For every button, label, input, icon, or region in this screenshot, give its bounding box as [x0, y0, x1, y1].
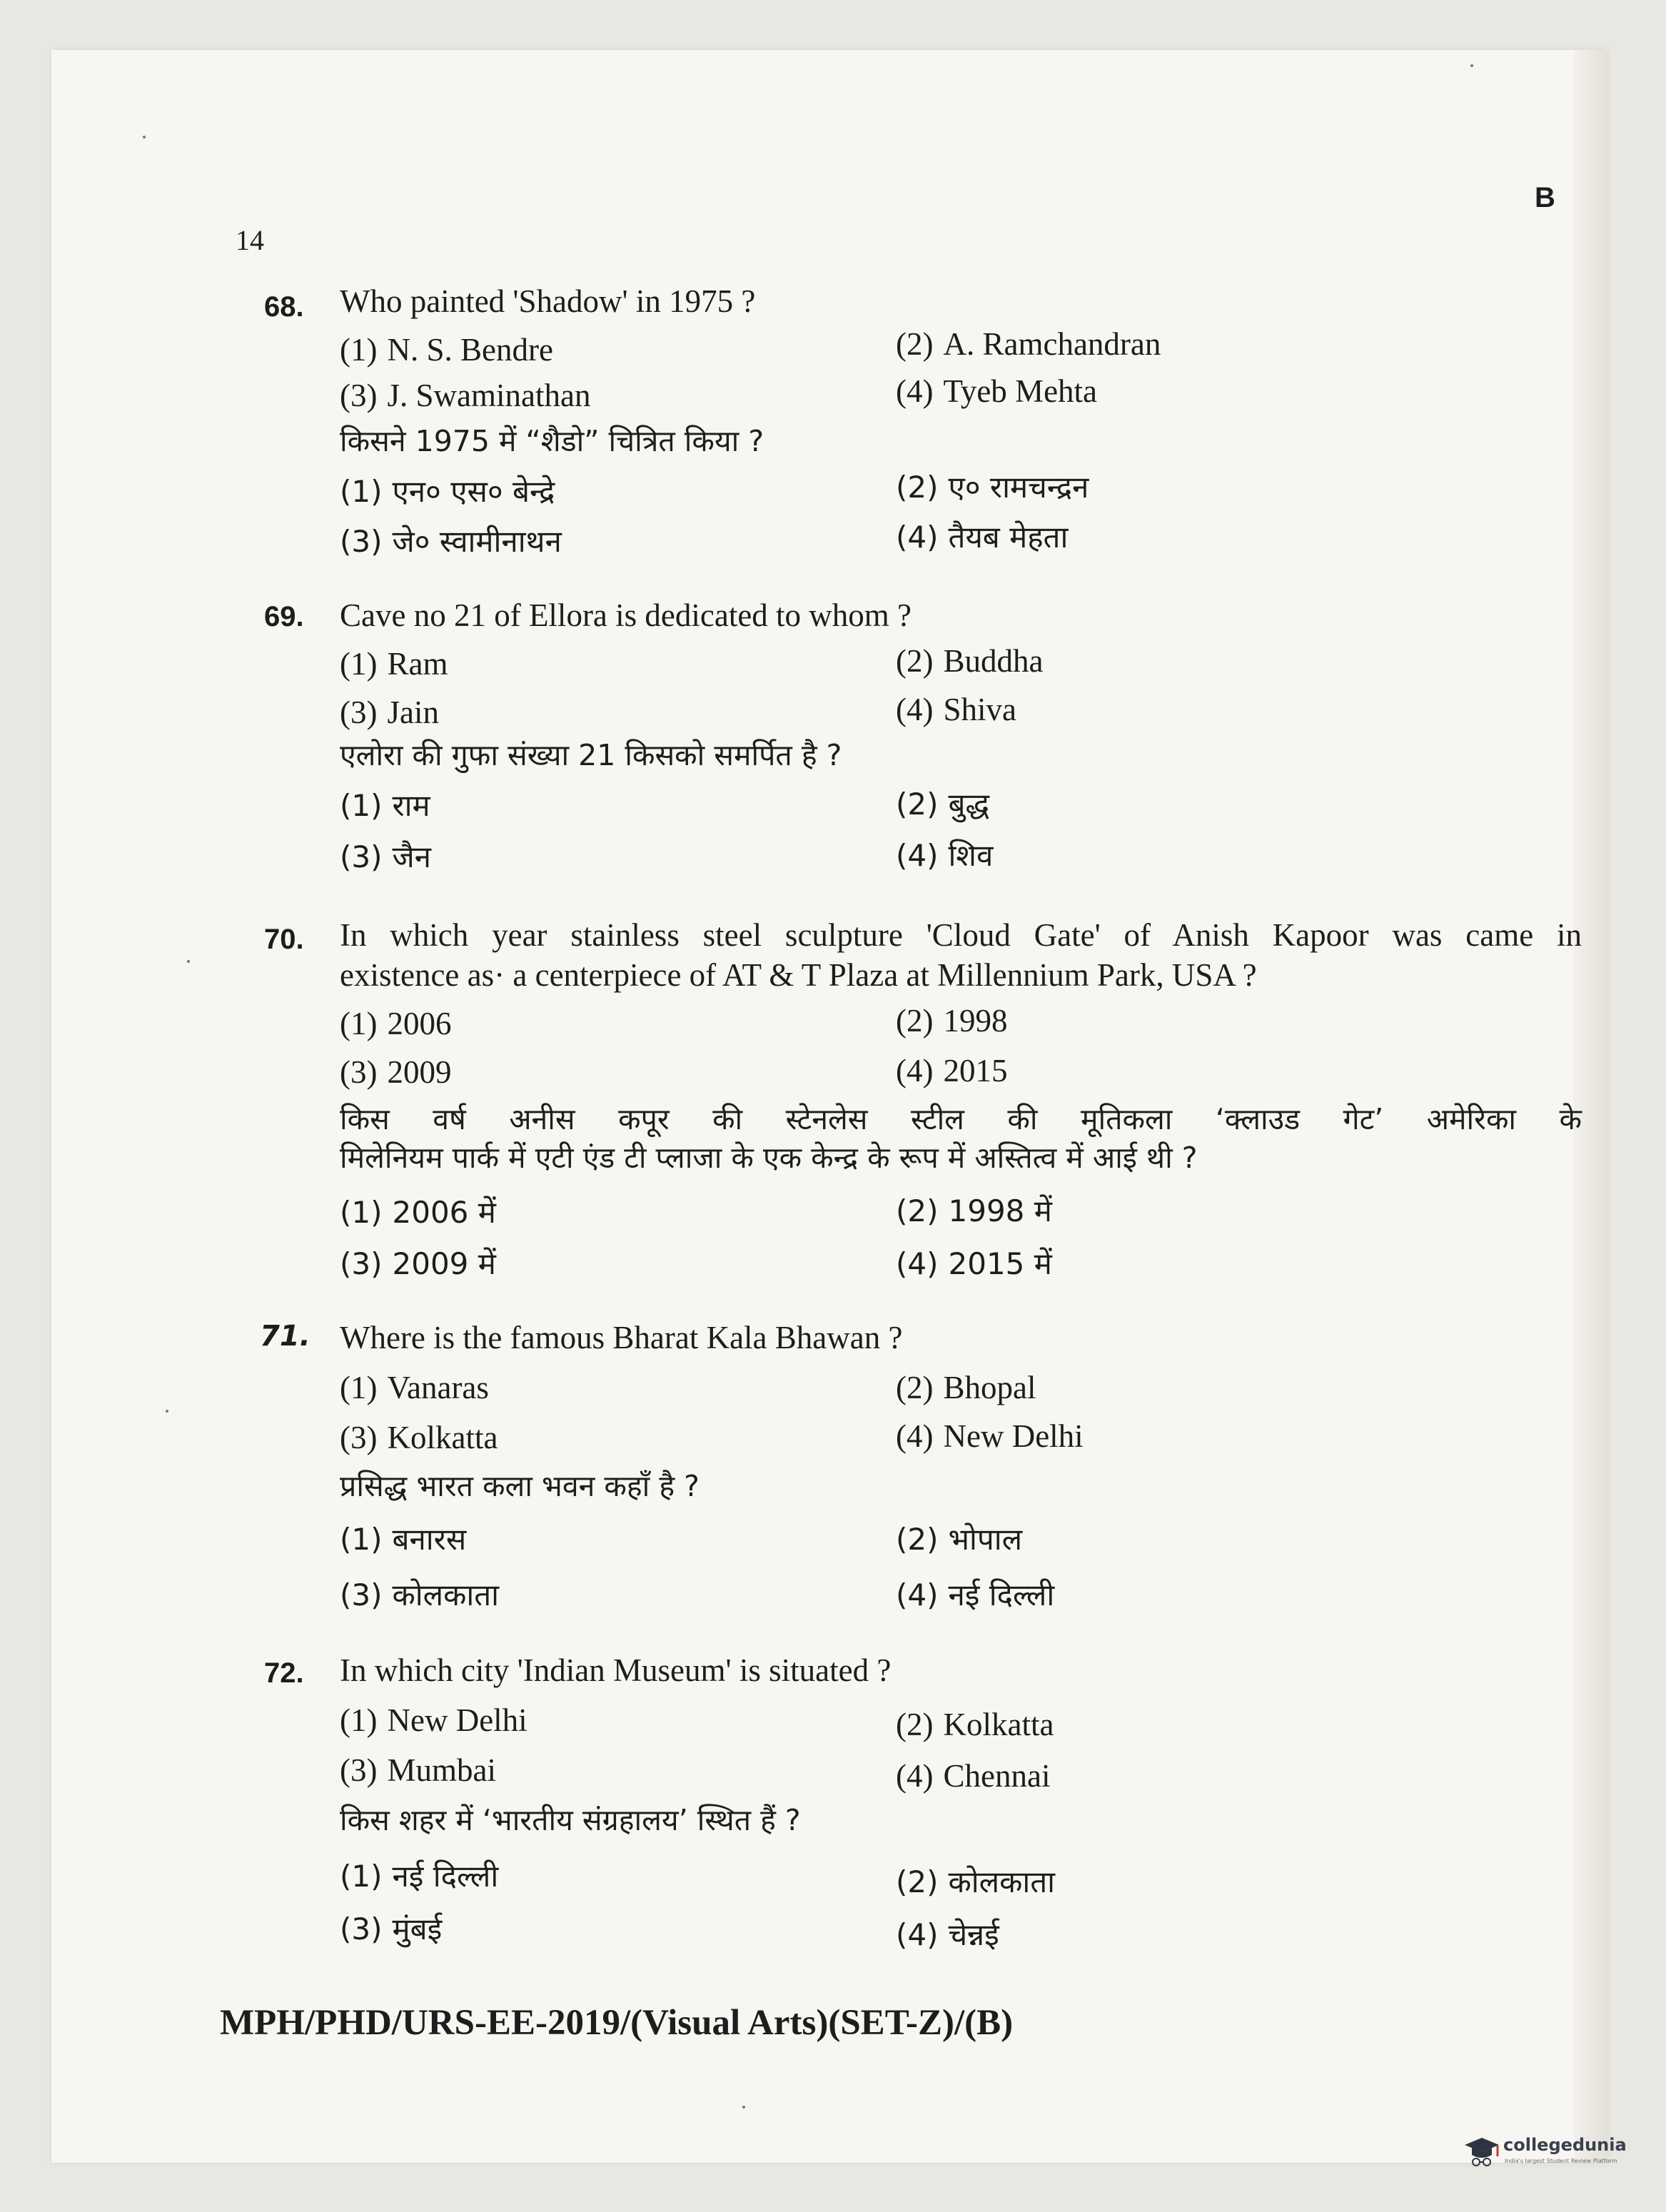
- option-number: (1): [340, 1195, 383, 1230]
- option-text: Buddha: [943, 643, 1044, 679]
- option-2-hi: [896, 1864, 1056, 1899]
- option-2-en: [896, 1709, 1054, 1741]
- option-number: (1): [340, 1859, 383, 1894]
- question-text-en: In which city 'Indian Museum' is situated ?: [340, 1652, 892, 1688]
- watermark-tagline: India's largest Student Review Platform: [1505, 2158, 1617, 2164]
- option-number: (2): [896, 1522, 939, 1557]
- scan-speck: [166, 1410, 168, 1413]
- option-text: Kolkatta: [387, 1420, 498, 1455]
- option-4-hi: [896, 1246, 1052, 1281]
- option-text: जैन: [392, 839, 431, 874]
- option-text: Ram: [387, 646, 448, 682]
- question-text-en: Who painted 'Shadow' in 1975 ?: [340, 283, 756, 319]
- option-2-hi: [896, 787, 990, 822]
- option-3-hi: [340, 1577, 500, 1612]
- option-4-en: [896, 1055, 1007, 1087]
- option-1-hi: [340, 1859, 499, 1894]
- option-3-hi: [340, 1911, 443, 1946]
- option-1-hi: [340, 1522, 467, 1557]
- option-text: Shiva: [943, 692, 1016, 727]
- option-number: (1): [340, 1006, 378, 1041]
- option-text: Vanaras: [387, 1370, 489, 1405]
- option-3-en: [340, 380, 590, 412]
- option-1-en: [340, 334, 553, 366]
- option-number: (3): [340, 1577, 383, 1612]
- option-text: Kolkatta: [943, 1707, 1054, 1742]
- question-number: 70.: [264, 924, 304, 955]
- scan-speck: [187, 960, 190, 963]
- option-text: मुंबई: [392, 1911, 443, 1946]
- option-text: एन० एस० बेन्द्रे: [392, 474, 555, 509]
- option-2-en: [896, 328, 1161, 360]
- option-4-en: [896, 1760, 1050, 1792]
- option-2-en: [896, 1005, 1007, 1037]
- option-3-en: [340, 1422, 498, 1454]
- option-text: बुद्ध: [948, 787, 990, 822]
- option-number: (1): [340, 1522, 383, 1557]
- option-3-hi: [340, 839, 431, 874]
- option-3-en: [340, 1056, 451, 1089]
- option-text: New Delhi: [387, 1702, 527, 1738]
- option-text: ए० रामचन्द्रन: [948, 470, 1089, 505]
- option-text: Bhopal: [943, 1370, 1036, 1405]
- option-text: नई दिल्ली: [948, 1577, 1055, 1612]
- option-2-en: [896, 1372, 1036, 1404]
- option-number: (1): [340, 1702, 378, 1738]
- option-text: 2015 में: [948, 1246, 1052, 1281]
- option-3-hi: [340, 524, 562, 559]
- option-4-hi: [896, 520, 1069, 555]
- option-text: 1998: [943, 1003, 1008, 1039]
- question-text-hi-line-2: मिलेनियम पार्क में एटी एंड टी प्लाजा के एक केन्द्र के रूप में अस्तित्व में आई थी ?: [340, 1141, 1198, 1175]
- option-1-en: [340, 1008, 451, 1040]
- option-text: 2009: [387, 1054, 452, 1090]
- option-text: Jain: [387, 695, 439, 730]
- option-text: जे० स्वामीनाथन: [392, 524, 562, 559]
- scan-speck: [742, 2106, 745, 2109]
- option-text: New Delhi: [943, 1418, 1084, 1454]
- option-number: (4): [896, 692, 934, 727]
- option-number: (4): [896, 1418, 934, 1454]
- option-text: Tyeb Mehta: [943, 373, 1098, 409]
- question-number: 68.: [264, 291, 304, 323]
- option-4-hi: [896, 1577, 1055, 1612]
- paper-code-footer: MPH/PHD/URS-EE-2019/(Visual Arts)(SET-Z)/(B): [220, 2003, 1014, 2043]
- option-number: (2): [896, 787, 939, 822]
- option-2-hi: [896, 1193, 1052, 1228]
- option-number: (2): [896, 1193, 939, 1228]
- watermark-brand: collegedunia: [1503, 2135, 1627, 2155]
- option-4-en: [896, 375, 1097, 408]
- option-1-en: [340, 1702, 527, 1738]
- option-number: (2): [896, 470, 939, 505]
- question-text-en-line-2: existence as· a centerpiece of AT & T Plaza at Millennium Park, USA ?: [340, 957, 1257, 993]
- option-number: (3): [340, 695, 378, 730]
- option-number: (1): [340, 788, 383, 823]
- option-number: (4): [896, 1917, 939, 1952]
- option-text: भोपाल: [948, 1522, 1023, 1557]
- question-text-en: Where is the famous Bharat Kala Bhawan ?: [340, 1320, 903, 1355]
- option-4-en: [896, 694, 1016, 726]
- collegedunia-watermark: [1463, 2131, 1627, 2173]
- option-text: A. Ramchandran: [943, 326, 1161, 362]
- scan-speck: [1470, 64, 1473, 67]
- option-text: कोलकाता: [392, 1577, 500, 1612]
- option-text: 2009 में: [392, 1246, 496, 1281]
- option-number: (1): [340, 332, 378, 368]
- option-number: (3): [340, 1246, 383, 1281]
- option-number: (2): [896, 1707, 934, 1742]
- question-number: 72.: [264, 1657, 304, 1689]
- option-number: (1): [340, 646, 378, 682]
- option-text: नई दिल्ली: [392, 1859, 499, 1894]
- option-text: 2006 में: [392, 1195, 496, 1230]
- page-number: 14: [236, 224, 264, 256]
- option-text: Mumbai: [387, 1752, 496, 1788]
- question-text-en-line-1: In which year stainless steel sculpture 'Cloud Gate' of Anish Kapoor was came in: [340, 917, 1582, 953]
- option-text: 2006: [387, 1006, 452, 1041]
- option-text: शिव: [948, 838, 994, 873]
- question-text-hi: किस शहर में ‘भारतीय संग्रहालय’ स्थित हैं ?: [340, 1803, 801, 1837]
- option-3-en: [340, 1754, 496, 1787]
- option-text: कोलकाता: [948, 1864, 1056, 1899]
- option-text: N. S. Bendre: [387, 332, 553, 368]
- question-number: 71.: [260, 1320, 311, 1353]
- option-number: (3): [340, 1054, 378, 1090]
- question-text-hi: किसने 1975 में “शैडो” चित्रित किया ?: [340, 424, 764, 458]
- option-number: (4): [896, 1758, 934, 1794]
- option-1-en: [340, 1372, 489, 1404]
- option-number: (2): [896, 1370, 934, 1405]
- option-number: (2): [896, 326, 934, 362]
- option-3-hi: [340, 1246, 496, 1281]
- option-number: (2): [896, 643, 934, 679]
- option-number: (4): [896, 1053, 934, 1089]
- option-number: (1): [340, 474, 383, 509]
- option-1-hi: [340, 788, 430, 823]
- option-4-hi: [896, 838, 994, 873]
- option-4-hi: [896, 1917, 999, 1952]
- option-number: (4): [896, 520, 939, 555]
- option-text: राम: [392, 788, 430, 823]
- question-number: 69.: [264, 601, 304, 632]
- option-text: J. Swaminathan: [387, 378, 591, 413]
- option-text: चेन्नई: [948, 1917, 999, 1952]
- question-text-hi: प्रसिद्ध भारत कला भवन कहाँ है ?: [340, 1469, 700, 1503]
- option-1-hi: [340, 1195, 496, 1230]
- graduation-cap-icon: [1463, 2133, 1500, 2168]
- option-text: Chennai: [943, 1758, 1051, 1794]
- option-number: (3): [340, 524, 383, 559]
- option-1-hi: [340, 474, 555, 509]
- option-text: बनारस: [392, 1522, 467, 1557]
- option-text: तैयब मेहता: [948, 520, 1069, 555]
- option-number: (1): [340, 1370, 378, 1405]
- option-2-en: [896, 645, 1043, 677]
- option-1-en: [340, 648, 448, 680]
- option-2-hi: [896, 1522, 1023, 1557]
- question-text-en: Cave no 21 of Ellora is dedicated to whom ?: [340, 597, 912, 633]
- option-2-hi: [896, 470, 1089, 505]
- option-number: (3): [340, 839, 383, 874]
- option-text: 2015: [943, 1053, 1008, 1089]
- option-number: (2): [896, 1864, 939, 1899]
- option-number: (3): [340, 1911, 383, 1946]
- set-letter: B: [1535, 182, 1555, 213]
- option-3-en: [340, 697, 439, 729]
- option-4-en: [896, 1420, 1084, 1453]
- question-text-hi: एलोरा की गुफा संख्या 21 किसको समर्पित है ?: [340, 738, 842, 772]
- question-text-hi-line-1: किस वर्ष अनीस कपूर की स्टेनलेस स्टील की मूतिकला ‘क्लाउड गेट’ अमेरिका के: [340, 1102, 1582, 1136]
- scan-speck: [143, 136, 146, 138]
- option-number: (4): [896, 1577, 939, 1612]
- option-number: (3): [340, 1752, 378, 1788]
- option-number: (3): [340, 1420, 378, 1455]
- option-number: (4): [896, 1246, 939, 1281]
- option-number: (4): [896, 373, 934, 409]
- option-text: 1998 में: [948, 1193, 1052, 1228]
- option-number: (2): [896, 1003, 934, 1039]
- option-number: (4): [896, 838, 939, 873]
- option-number: (3): [340, 378, 378, 413]
